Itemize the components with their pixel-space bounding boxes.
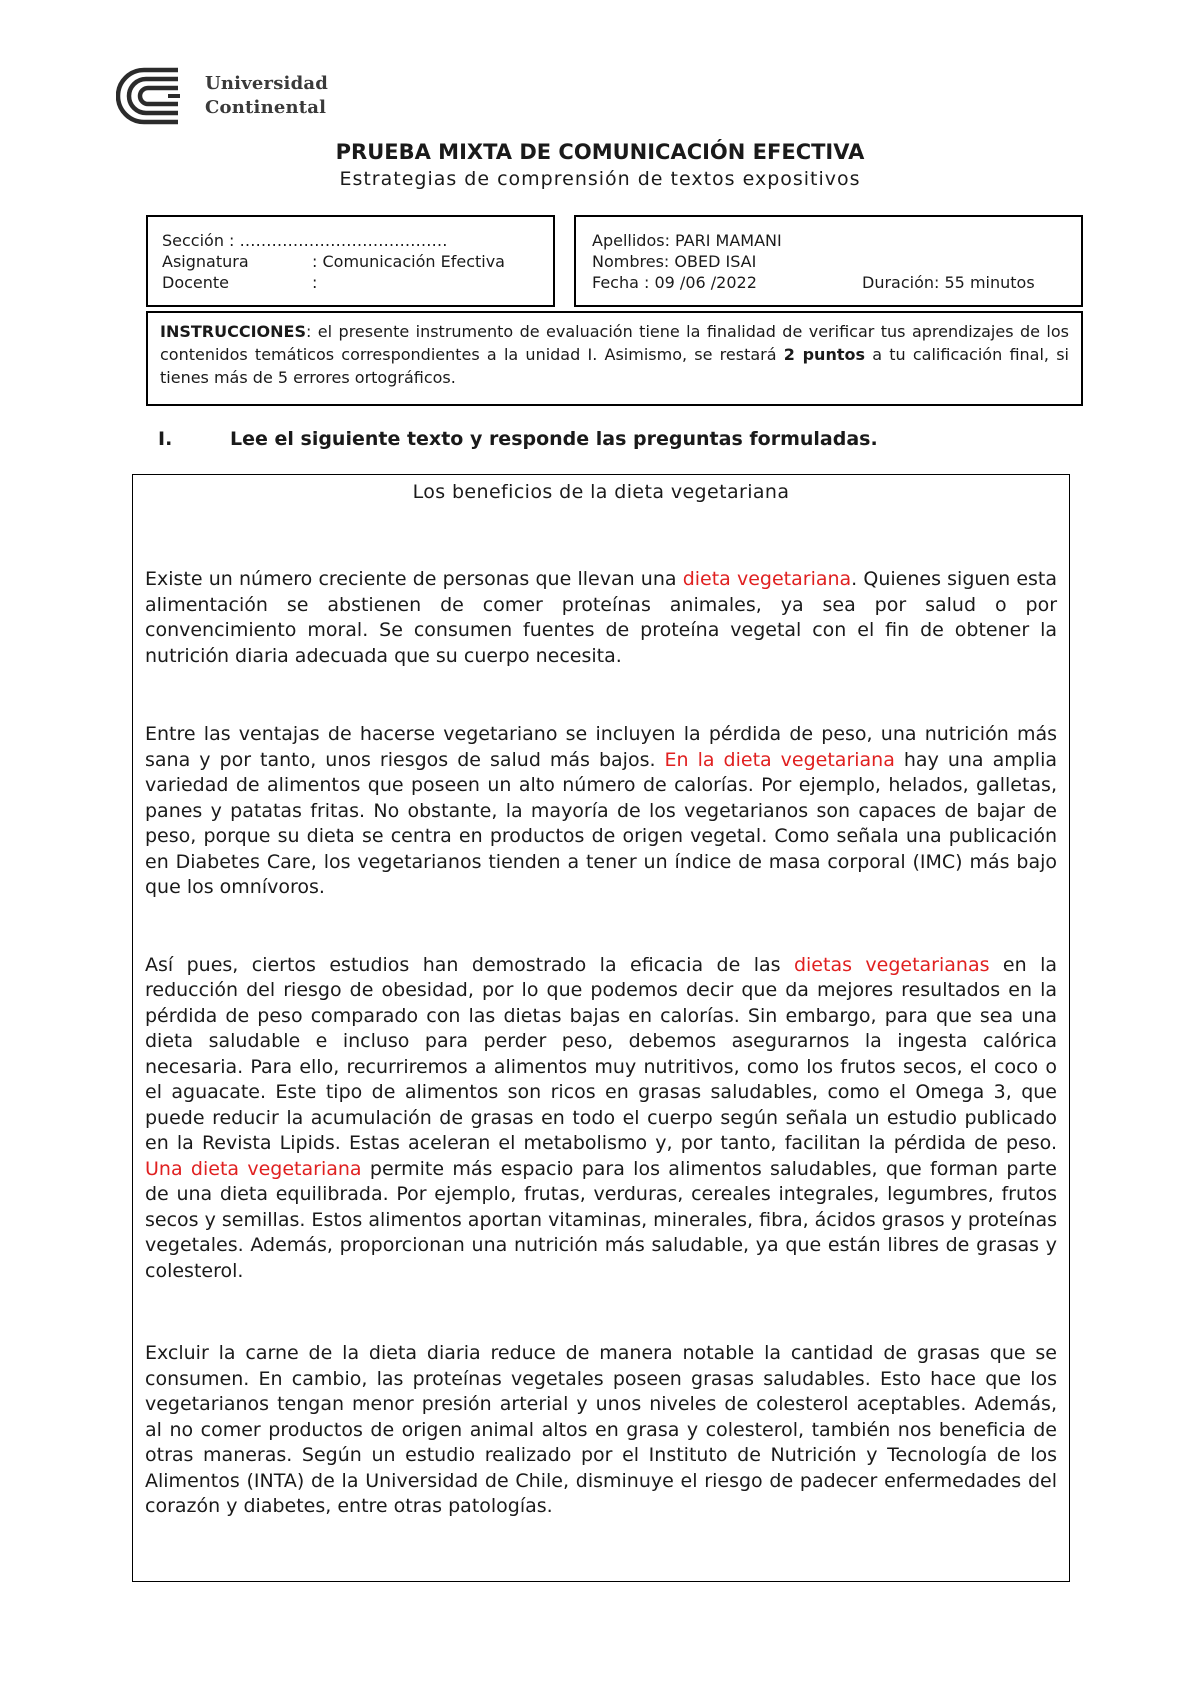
p3-highlight-1: dietas vegetarianas	[793, 953, 990, 976]
instructions-text-2: a tu calificación final, si tienes más de 5 errores ortográficos.	[160, 345, 1069, 387]
fecha-value: Fecha : 09 /06 /2022	[592, 273, 757, 292]
article-paragraph-4: Excluir la carne de la dieta diaria reduce de manera notable la cantidad de grasas que se consumen. En cambio, las proteínas vegetales poseen grasas saludables. Esto hace que los vegetarianos tengan menor presión arterial y unos niveles de colesterol aceptables. Además, al no comer productos de origen animal altos en grasa y colesterol, también nos beneficia de otras maneras. Según un estudio realizado por el Instituto de Nutrición y Tecnología de los Alimentos (INTA) de la Universidad de Chile, disminuye el riesgo de padecer enfermedades del corazón y diabetes, entre otras patologías.	[145, 1342, 1057, 1517]
fecha-row	[592, 272, 1065, 293]
p3-text-a: Así pues, ciertos estudios han demostrado la eficacia de las	[145, 953, 794, 976]
p1-text-b: . Quienes siguen esta alimentación se abstienen de comer proteínas animales, ya sea por salud o por convencimiento moral. Se consumen fuentes de proteína vegetal con el fin de obtener la nutrición diaria adecuada que su cuerpo necesita.	[145, 568, 1057, 667]
p2-text-b: hay una amplia variedad de alimentos que poseen un alto número de calorías. Por ejemplo, helados, galletas, panes y patatas fritas. No obstante, la mayoría de los vegetarianos son capaces de bajar de peso, porque su dieta se centra en productos de origen vegetal. Como señala una publicación en Diabetes Care, los vegetarianos tienden a tener un índice de masa corporal (IMC) más bajo que los omnívoros.	[145, 748, 1057, 898]
p1-highlight: dieta vegetariana	[682, 568, 852, 590]
instructions-text-1: : el presente instrumento de evaluación tiene la finalidad de verificar tus aprendizajes de los contenidos temáticos correspondientes a la unidad I. Asimismo, se restará	[160, 322, 1069, 364]
p2-highlight: En la dieta vegetariana	[664, 748, 895, 771]
duracion-value: Duración: 55 minutos	[862, 273, 1035, 292]
article-paragraph-2	[145, 722, 1057, 901]
asignatura-value: : Comunicación Efectiva	[312, 252, 505, 271]
page-title: PRUEBA MIXTA DE COMUNICACIÓN EFECTIVA	[335, 140, 865, 164]
university-logo-text	[205, 72, 328, 120]
docente-value: :	[312, 273, 318, 292]
article-paragraph-3	[145, 953, 1057, 1285]
logo-line-1: Universidad	[205, 73, 329, 94]
seccion-row: Sección : …………………………………	[162, 231, 448, 250]
article-title: Los beneficios de la dieta vegetariana	[412, 481, 790, 503]
docente-row	[162, 272, 539, 293]
logo-line-2: Continental	[205, 97, 327, 118]
p3-highlight-2: Una dieta vegetariana	[145, 1157, 362, 1180]
article-box	[132, 474, 1070, 1582]
page-subtitle: Estrategias de comprensión de textos expositivos	[339, 168, 861, 190]
instructions-box	[146, 311, 1083, 406]
nombres-row: Nombres: OBED ISAI	[592, 252, 757, 271]
student-info-box	[574, 215, 1083, 307]
course-info-box	[146, 215, 555, 307]
asignatura-row	[162, 251, 539, 272]
asignatura-label: Asignatura	[162, 252, 249, 271]
article-paragraph-1	[145, 567, 1057, 669]
p2-text-a: Entre las ventajas de hacerse vegetariano se incluyen la pérdida de peso, una nutrición más sana y por tanto, unos riesgos de salud más bajos.	[145, 723, 1057, 771]
apellidos-row: Apellidos: PARI MAMANI	[592, 231, 782, 250]
section-text: Lee el siguiente texto y responde las preguntas formuladas.	[230, 428, 878, 450]
instructions-label: INSTRUCCIONES	[160, 322, 306, 341]
p3-text-c: permite más espacio para los alimentos saludables, que forman parte de una dieta equilibrada. Por ejemplo, frutas, verduras, cereales integrales, legumbres, frutos secos y semillas. Estos alimentos aportan vitaminas, minerales, fibra, ácidos grasos y proteínas vegetales. Además, proporcionan una nutrición más saludable, ya que están libres de grasas y colesterol.	[145, 1157, 1057, 1282]
p1-text-a: Existe un número creciente de personas que llevan una	[145, 568, 683, 590]
section-heading	[158, 428, 878, 450]
instructions-bold-points: 2 puntos	[783, 345, 865, 364]
docente-label: Docente	[162, 273, 230, 292]
p3-text-b: en la reducción del riesgo de obesidad, por lo que podemos decir que da mejores resultados en la pérdida de peso comparado con las dietas bajas en calorías. Sin embargo, para que sea una dieta saludable e incluso para perder peso, debemos asegurarnos la ingesta calórica necesaria. Para ello, recurriremos a alimentos muy nutritivos, como los frutos secos, el coco o el aguacate. Este tipo de alimentos son ricos en grasas saludables, como el Omega 3, que puede reducir la acumulación de grasas en todo el cuerpo según señala un estudio publicado en la Revista Lipids. Estas aceleran el metabolismo y, por tanto, facilitan la pérdida de peso.	[145, 953, 1058, 1154]
section-number: I.	[158, 428, 173, 450]
